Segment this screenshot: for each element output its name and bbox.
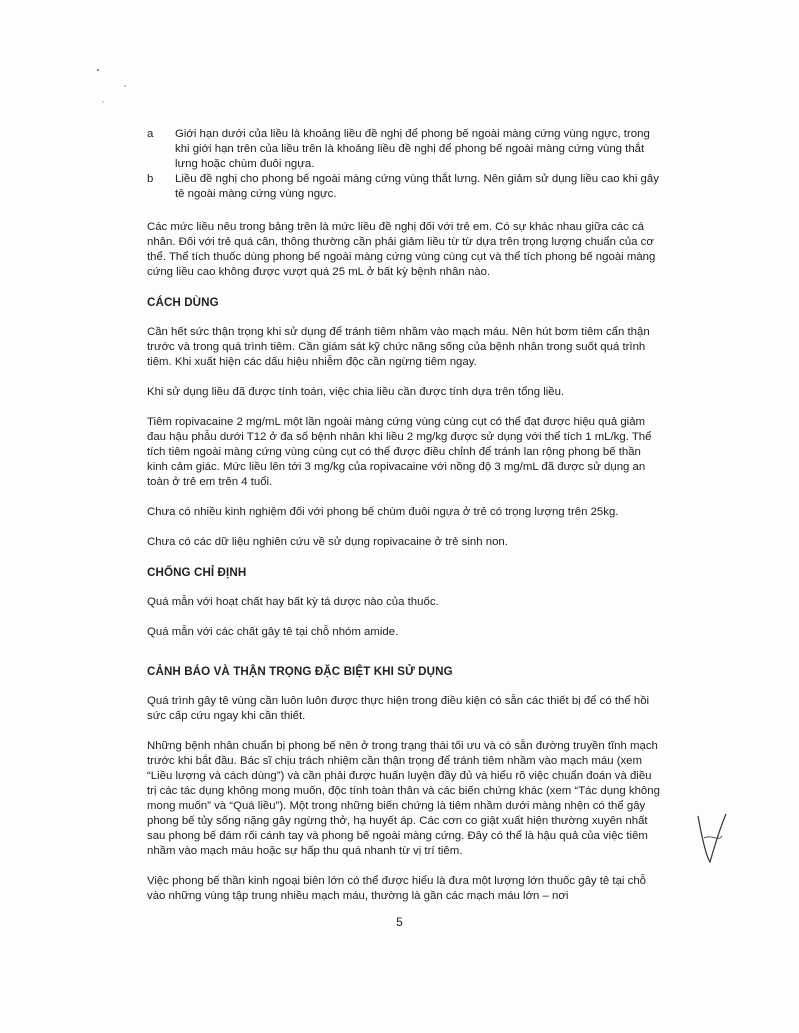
paragraph: Quá trình gây tê vùng cần luôn luôn được thực hiện trong điều kiện có sẵn các thiết bị để có thể hồi sức cấp cứu ngay khi cần thiết.	[147, 695, 650, 722]
footnote-text: Liều đề nghị cho phong bế ngoài màng cứng vùng thắt lưng. Nên giảm sử dụng liều cao khi gây tê ngoài màng cứng vùng ngực.	[175, 173, 659, 200]
scan-specks	[93, 66, 133, 106]
section-heading-chong-chi-dinh: CHỐNG CHỈ ĐỊNH	[147, 566, 247, 579]
footnote-a	[147, 127, 662, 172]
paragraph: Khi sử dụng liều đã được tính toán, việc chia liều cần được tính dựa trên tổng liều.	[147, 386, 565, 398]
paragraph: Chưa có các dữ liệu nghiên cứu về sử dụng ropivacaine ở trẻ sinh non.	[147, 536, 508, 548]
section-heading-cach-dung: CÁCH DÙNG	[147, 296, 219, 309]
paragraph: Chưa có nhiều kinh nghiệm đối với phong bế chùm đuôi ngựa ở trẻ có trọng lượng trên 25kg.	[147, 506, 619, 518]
paragraph: Quá mẫn với hoạt chất hay bất kỳ tá dược nào của thuốc.	[147, 596, 439, 608]
paragraph: Những bệnh nhân chuẩn bị phong bế nên ở trong trạng thái tối ưu và có sẵn đường truyền tĩnh mạch trước khi bắt đầu. Bác sĩ chịu trách nhiệm cần thận trọng để tránh tiêm nhầm vào mạch máu (xem “Liều lượng và cách dùng”) và cần phải được huấn luyện đầy đủ và hiểu rõ việc chuẩn đoán và điều trị các tác dụng không mong muốn, độc tính toàn thân và các biến chứng khác (xem “Tác dụng không mong muốn” và “Quá liều”). Một trong những biến chứng là tiêm nhầm dưới màng nhện có thể gây phong bế tủy sống nặng gây ngừng thở, hạ huyết áp. Các cơn co giật xuất hiện thường xuyên nhất sau phong bế đám rối cánh tay và phong bế ngoài màng cứng. Đây có thể là hậu quả của việc tiêm nhầm vào mạch máu hoặc sự hấp thu quá nhanh từ vị trí tiêm.	[147, 740, 660, 857]
paragraph: Quá mẫn với các chất gây tê tại chỗ nhóm amide.	[147, 626, 399, 638]
paragraph: Cần hết sức thận trọng khi sử dụng để tránh tiêm nhầm vào mạch máu. Nên hút bơm tiêm cẩn thận trước và trong quá trình tiêm. Cần giám sát kỹ chức năng sống của bệnh nhân trong suốt quá trình tiêm. Khi xuất hiện các dấu hiệu nhiễm độc cần ngừng tiêm ngay.	[147, 326, 650, 368]
footnote-text: Giới hạn dưới của liều là khoảng liều đề nghị để phong bế ngoài màng cứng vùng ngực, trong khi giới hạn trên của liều trên là khoảng liều đề nghị để phong bế ngoài màng cứng vùng thắt lưng hoặc chùm đuôi ngựa.	[175, 128, 650, 170]
intro-paragraph: Các mức liều nêu trong bảng trên là mức liều đề nghị đối với trẻ em. Có sự khác nhau giữa các cá nhân. Đối với trẻ quá cân, thông thường cần phải giảm liều từ từ dựa trên trọng lượng chuẩn của cơ thể. Thể tích thuốc dùng phong bế ngoài màng cứng vùng cùng cụt và thể tích phong bế ngoài màng cứng liều cao không được vượt quá 25 mL ở bất kỳ bệnh nhân nào.	[147, 221, 656, 278]
paragraph: Việc phong bế thần kinh ngoại biên lớn có thể được hiểu là đưa một lượng lớn thuốc gây tê tại chỗ vào những vùng tập trung nhiều mạch máu, thường là gần các mạch máu lớn – nơi	[147, 875, 646, 902]
handwritten-signature	[692, 808, 732, 868]
footnote-marker: b	[147, 173, 154, 185]
footnote-b	[147, 172, 662, 202]
footnote-marker: a	[147, 128, 154, 140]
page-number: 5	[396, 915, 403, 929]
document-body	[147, 127, 662, 919]
paragraph: Tiêm ropivacaine 2 mg/mL một lần ngoài màng cứng vùng cùng cụt có thể đạt được hiệu quả giảm đau hậu phẫu dưới T12 ở đa số bệnh nhân khi liều 2 mg/kg được sử dụng với thể tích 1 mL/kg. Thể tích tiêm ngoài màng cứng vùng cùng cụt có thể được điều chỉnh để tránh lan rộng phong bế thần kinh cảm giác. Mức liều lên tới 3 mg/kg của ropivacaine với nồng độ 3 mg/mL đã được sử dụng an toàn ở trẻ em trên 4 tuổi.	[147, 416, 652, 488]
section-heading-canh-bao: CẢNH BÁO VÀ THẬN TRỌNG ĐẶC BIỆT KHI SỬ DỤNG	[147, 665, 453, 678]
